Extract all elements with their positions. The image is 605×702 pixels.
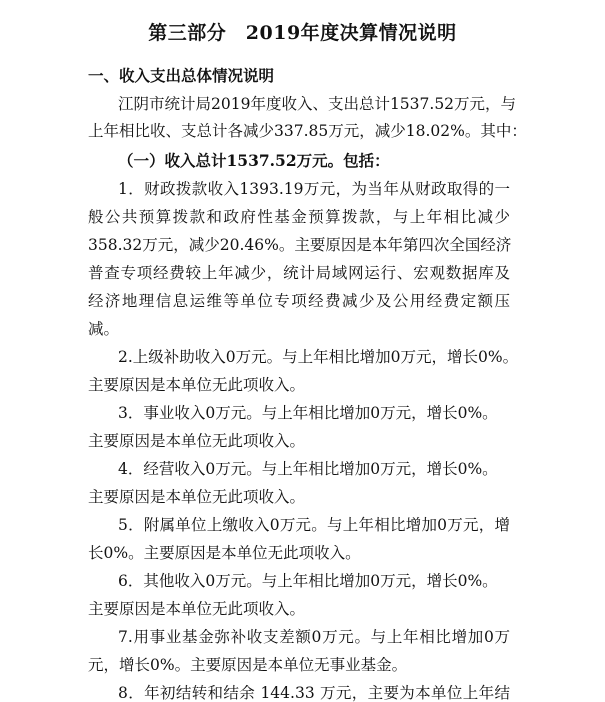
item6-line-1: 6．其他收入0万元。与上年相比增加0万元，增长0%。 <box>118 572 498 590</box>
item3-line-1: 3．事业收入0万元。与上年相比增加0万元，增长0%。 <box>118 404 498 422</box>
item6-line-2: 主要原因是本单位无此项收入。 <box>88 600 306 618</box>
item1-line-5: 经济地理信息运维等单位专项经费减少及公用经费定额压 <box>88 292 510 310</box>
item1-line-6: 减。 <box>88 320 120 338</box>
intro-line-1: 江阴市统计局2019年度收入、支出总计1537.52万元，与 <box>118 95 517 113</box>
item7-line-2: 元，增长0%。主要原因是本单位无事业基金。 <box>88 656 408 674</box>
item2-line-1: 2.上级补助收入0万元。与上年相比增加0万元，增长0%。 <box>118 348 519 366</box>
item5-line-2: 长0%。主要原因是本单位无此项收入。 <box>88 544 361 562</box>
item8-line-1: 8．年初结转和结余 144.33 万元，主要为本单位上年结 <box>118 684 510 702</box>
item3-line-2: 主要原因是本单位无此项收入。 <box>88 432 306 450</box>
section-heading-overview: 一、收入支出总体情况说明 <box>88 66 275 85</box>
item7-line-1: 7.用事业基金弥补收支差额0万元。与上年相比增加0万 <box>118 628 510 646</box>
intro-line-2: 上年相比收、支总计各减少337.85万元，减少18.02%。其中： <box>88 122 527 140</box>
subsection-heading-income-total: （一）收入总计1537.52万元。包括： <box>118 151 390 170</box>
item2-line-2: 主要原因是本单位无此项收入。 <box>88 376 306 394</box>
page-title: 第三部分 2019年度决算情况说明 <box>148 22 457 44</box>
item1-line-3: 358.32万元，减少20.46%。主要原因是本年第四次全国经济 <box>88 236 512 254</box>
item4-line-1: 4．经营收入0万元。与上年相比增加0万元，增长0%。 <box>118 460 498 478</box>
item4-line-2: 主要原因是本单位无此项收入。 <box>88 488 306 506</box>
item1-line-4: 普查专项经费较上年减少，统计局域网运行、宏观数据库及 <box>88 264 510 282</box>
item1-line-1: 1．财政拨款收入1393.19万元，为当年从财政取得的一 <box>118 180 510 198</box>
item5-line-1: 5．附属单位上缴收入0万元。与上年相比增加0万元，增 <box>118 516 510 534</box>
item1-line-2: 般公共预算拨款和政府性基金预算拨款，与上年相比减少 <box>88 208 510 226</box>
